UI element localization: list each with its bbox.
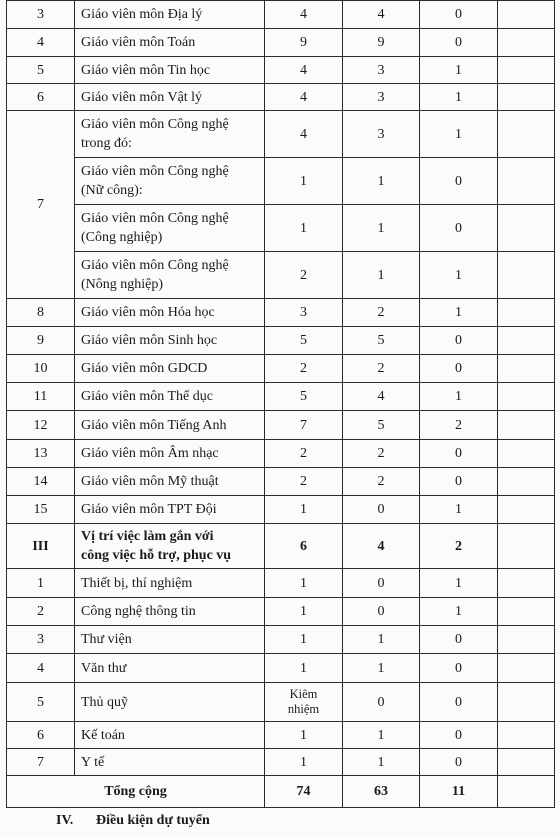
note-cell bbox=[498, 598, 555, 626]
position-name: Giáo viên môn Tin học bbox=[75, 57, 265, 84]
quota-total: 1 bbox=[265, 205, 343, 252]
table-row bbox=[7, 496, 555, 524]
position-name: Văn thư bbox=[75, 654, 265, 683]
recruit-needed: 2 bbox=[420, 411, 498, 440]
table-row bbox=[7, 84, 555, 111]
recruit-needed: 1 bbox=[420, 569, 498, 598]
row-number: 14 bbox=[7, 468, 75, 496]
row-number: 15 bbox=[7, 496, 75, 524]
position-line: (Nữ công): bbox=[81, 183, 143, 198]
note-cell bbox=[498, 1, 555, 29]
section-number: III bbox=[7, 524, 75, 569]
staff-present: 1 bbox=[343, 205, 420, 252]
position-name: Giáo viên môn TPT Đội bbox=[75, 496, 265, 524]
note-cell bbox=[498, 383, 555, 411]
section-title-line: công việc hỗ trợ, phục vụ bbox=[81, 548, 232, 563]
staff-present: 4 bbox=[343, 524, 420, 569]
position-name: Giáo viên môn Toán bbox=[75, 29, 265, 57]
quota-total: 3 bbox=[265, 299, 343, 327]
position-line: (Nông nghiệp) bbox=[81, 277, 164, 292]
position-name: Giáo viên môn Thể dục bbox=[75, 383, 265, 411]
staff-present: 2 bbox=[343, 440, 420, 468]
position-name bbox=[75, 252, 265, 299]
note-cell bbox=[498, 299, 555, 327]
staff-present: 0 bbox=[343, 569, 420, 598]
table-row bbox=[7, 626, 555, 654]
note-cell bbox=[498, 111, 555, 158]
quota-total: 2 bbox=[265, 355, 343, 383]
table-row bbox=[7, 299, 555, 327]
recruit-needed: 1 bbox=[420, 252, 498, 299]
row-number: 4 bbox=[7, 29, 75, 57]
quota-total: 4 bbox=[265, 57, 343, 84]
quota-total: 1 bbox=[265, 626, 343, 654]
position-name: Thiết bị, thí nghiệm bbox=[75, 569, 265, 598]
table-row bbox=[7, 1, 555, 29]
quota-total: 1 bbox=[265, 158, 343, 205]
position-name: Thủ quỹ bbox=[75, 683, 265, 722]
table-row bbox=[7, 355, 555, 383]
quota-total: 2 bbox=[265, 468, 343, 496]
total-recruit-needed: 11 bbox=[420, 776, 498, 808]
table-row bbox=[7, 57, 555, 84]
position-name: Giáo viên môn Hóa học bbox=[75, 299, 265, 327]
position-name: Giáo viên môn Âm nhạc bbox=[75, 440, 265, 468]
row-number: 7 bbox=[7, 111, 75, 299]
section-heading-iv bbox=[56, 813, 210, 829]
note-cell bbox=[498, 252, 555, 299]
staff-present: 2 bbox=[343, 355, 420, 383]
row-number: 3 bbox=[7, 1, 75, 29]
note-cell bbox=[498, 440, 555, 468]
section-title-line: Vị trí việc làm gắn với bbox=[81, 529, 214, 544]
table-row bbox=[7, 722, 555, 749]
recruit-needed: 1 bbox=[420, 383, 498, 411]
table-row bbox=[7, 468, 555, 496]
recruit-needed: 0 bbox=[420, 355, 498, 383]
recruit-needed: 0 bbox=[420, 749, 498, 776]
quota-total: 1 bbox=[265, 569, 343, 598]
recruit-needed: 0 bbox=[420, 327, 498, 355]
position-name bbox=[75, 158, 265, 205]
row-number: 9 bbox=[7, 327, 75, 355]
quota-total: 6 bbox=[265, 524, 343, 569]
note-cell bbox=[498, 84, 555, 111]
table-row bbox=[7, 654, 555, 683]
table-row bbox=[7, 29, 555, 57]
note-cell bbox=[498, 569, 555, 598]
staff-present: 0 bbox=[343, 598, 420, 626]
recruit-needed: 1 bbox=[420, 598, 498, 626]
staff-present: 1 bbox=[343, 158, 420, 205]
staffing-table bbox=[6, 0, 555, 808]
note-cell bbox=[498, 683, 555, 722]
quota-total: 7 bbox=[265, 411, 343, 440]
section-number: IV. bbox=[56, 813, 74, 828]
table-row bbox=[7, 383, 555, 411]
total-staff-present: 63 bbox=[343, 776, 420, 808]
note-cell bbox=[498, 158, 555, 205]
row-number: 7 bbox=[7, 749, 75, 776]
recruit-needed: 0 bbox=[420, 440, 498, 468]
row-number: 2 bbox=[7, 598, 75, 626]
row-number: 10 bbox=[7, 355, 75, 383]
note-cell bbox=[498, 776, 555, 808]
quota-total: 1 bbox=[265, 722, 343, 749]
staff-present: 1 bbox=[343, 654, 420, 683]
staff-present: 2 bbox=[343, 299, 420, 327]
row-number: 12 bbox=[7, 411, 75, 440]
recruit-needed: 2 bbox=[420, 524, 498, 569]
quota-total: 1 bbox=[265, 598, 343, 626]
position-name: Giáo viên môn GDCD bbox=[75, 355, 265, 383]
position-name: Giáo viên môn Địa lý bbox=[75, 1, 265, 29]
row-number: 5 bbox=[7, 683, 75, 722]
recruit-needed: 1 bbox=[420, 84, 498, 111]
section-title bbox=[75, 524, 265, 569]
recruit-needed: 0 bbox=[420, 1, 498, 29]
position-name bbox=[75, 111, 265, 158]
staff-present: 0 bbox=[343, 683, 420, 722]
position-name: Giáo viên môn Vật lý bbox=[75, 84, 265, 111]
row-number: 3 bbox=[7, 626, 75, 654]
position-name: Giáo viên môn Tiếng Anh bbox=[75, 411, 265, 440]
table-row bbox=[7, 598, 555, 626]
table-row bbox=[7, 749, 555, 776]
staff-present: 4 bbox=[343, 383, 420, 411]
note-cell bbox=[498, 29, 555, 57]
note-cell bbox=[498, 205, 555, 252]
note-cell bbox=[498, 411, 555, 440]
recruit-needed: 1 bbox=[420, 111, 498, 158]
staff-present: 1 bbox=[343, 252, 420, 299]
position-name: Kế toán bbox=[75, 722, 265, 749]
recruit-needed: 0 bbox=[420, 29, 498, 57]
recruit-needed: 0 bbox=[420, 205, 498, 252]
quota-total: 1 bbox=[265, 654, 343, 683]
staff-present: 4 bbox=[343, 1, 420, 29]
quota-total: 9 bbox=[265, 29, 343, 57]
table-row bbox=[7, 440, 555, 468]
note-cell bbox=[498, 496, 555, 524]
recruit-needed: 0 bbox=[420, 722, 498, 749]
staff-present: 0 bbox=[343, 496, 420, 524]
quota-total: 5 bbox=[265, 327, 343, 355]
quota-total: 4 bbox=[265, 1, 343, 29]
row-number: 6 bbox=[7, 722, 75, 749]
quota-total: 2 bbox=[265, 440, 343, 468]
position-name: Thư viện bbox=[75, 626, 265, 654]
quota-total bbox=[265, 683, 343, 722]
quota-total: 5 bbox=[265, 383, 343, 411]
note-cell bbox=[498, 355, 555, 383]
note-cell bbox=[498, 327, 555, 355]
row-number: 6 bbox=[7, 84, 75, 111]
quota-note-line: Kiêm bbox=[289, 687, 318, 701]
position-name: Giáo viên môn Sinh học bbox=[75, 327, 265, 355]
note-cell bbox=[498, 468, 555, 496]
row-number: 1 bbox=[7, 569, 75, 598]
note-cell bbox=[498, 749, 555, 776]
table-row bbox=[7, 111, 555, 158]
recruit-needed: 1 bbox=[420, 496, 498, 524]
section-title: Điều kiện dự tuyển bbox=[96, 813, 210, 828]
note-cell bbox=[498, 626, 555, 654]
table-row bbox=[7, 411, 555, 440]
table-row bbox=[7, 205, 555, 252]
section-header-row bbox=[7, 524, 555, 569]
table-row bbox=[7, 569, 555, 598]
staff-present: 1 bbox=[343, 749, 420, 776]
note-cell bbox=[498, 57, 555, 84]
staff-present: 3 bbox=[343, 111, 420, 158]
table-row bbox=[7, 327, 555, 355]
staff-present: 3 bbox=[343, 57, 420, 84]
position-name: Công nghệ thông tin bbox=[75, 598, 265, 626]
row-number: 5 bbox=[7, 57, 75, 84]
position-name bbox=[75, 205, 265, 252]
total-label: Tổng cộng bbox=[7, 776, 265, 808]
position-name: Y tế bbox=[75, 749, 265, 776]
quota-total: 2 bbox=[265, 252, 343, 299]
total-quota: 74 bbox=[265, 776, 343, 808]
note-cell bbox=[498, 722, 555, 749]
position-line: Giáo viên môn Công nghệ bbox=[81, 164, 229, 179]
quota-total: 1 bbox=[265, 749, 343, 776]
recruit-needed: 1 bbox=[420, 57, 498, 84]
quota-total: 1 bbox=[265, 496, 343, 524]
table-row bbox=[7, 158, 555, 205]
staff-present: 5 bbox=[343, 411, 420, 440]
note-cell bbox=[498, 654, 555, 683]
table-row bbox=[7, 252, 555, 299]
total-row bbox=[7, 776, 555, 808]
recruit-needed: 0 bbox=[420, 683, 498, 722]
recruit-needed: 1 bbox=[420, 299, 498, 327]
staff-present: 1 bbox=[343, 722, 420, 749]
position-line: (Công nghiệp) bbox=[81, 230, 163, 245]
row-number: 8 bbox=[7, 299, 75, 327]
recruit-needed: 0 bbox=[420, 158, 498, 205]
row-number: 11 bbox=[7, 383, 75, 411]
position-line: Giáo viên môn Công nghệ bbox=[81, 117, 229, 132]
staff-present: 2 bbox=[343, 468, 420, 496]
note-cell bbox=[498, 524, 555, 569]
recruit-needed: 0 bbox=[420, 468, 498, 496]
position-line: Giáo viên môn Công nghệ bbox=[81, 211, 229, 226]
recruit-needed: 0 bbox=[420, 626, 498, 654]
position-name: Giáo viên môn Mỹ thuật bbox=[75, 468, 265, 496]
position-line: Giáo viên môn Công nghệ bbox=[81, 258, 229, 273]
position-line: trong đó: bbox=[81, 136, 132, 151]
staff-present: 5 bbox=[343, 327, 420, 355]
table-row bbox=[7, 683, 555, 722]
row-number: 4 bbox=[7, 654, 75, 683]
quota-note-line: nhiệm bbox=[287, 702, 320, 716]
quota-total: 4 bbox=[265, 111, 343, 158]
quota-total: 4 bbox=[265, 84, 343, 111]
row-number: 13 bbox=[7, 440, 75, 468]
staff-present: 9 bbox=[343, 29, 420, 57]
staff-present: 1 bbox=[343, 626, 420, 654]
recruit-needed: 0 bbox=[420, 654, 498, 683]
staff-present: 3 bbox=[343, 84, 420, 111]
